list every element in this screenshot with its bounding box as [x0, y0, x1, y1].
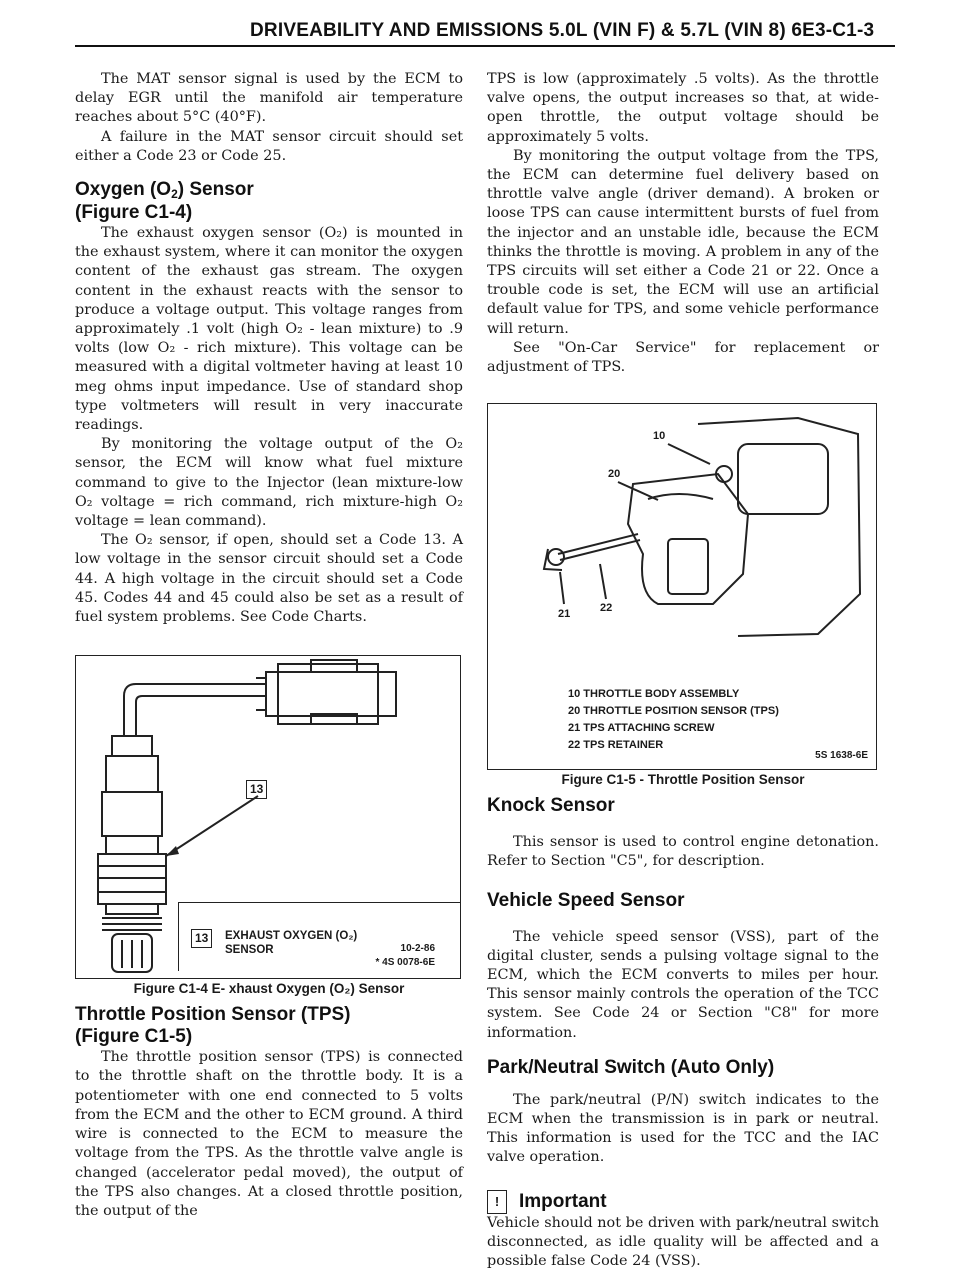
- page-header: DRIVEABILITY AND EMISSIONS 5.0L (VIN F) & 5.7L (VIN 8) 6E3-C1-3: [250, 20, 875, 41]
- park-neutral-heading: Park/Neutral Switch (Auto Only): [487, 1056, 775, 1078]
- figure-code: * 4S 0078-6E: [375, 957, 435, 969]
- tps-paragraph: The throttle position sensor (TPS) is connected to the throttle shaft on the throttle body. It is a potentiometer with one end connected to 5 volts from the ECM and the other to ECM ground. A third wire is connected to the ECM to measure the voltage from the TPS. As the throttle valve angle is changed (accelerator pedal moved), the output of the TPS also changes. At a closed throttle position, the output of the: [75, 1049, 463, 1219]
- callout-13: 13: [246, 780, 267, 799]
- header-rule: [75, 45, 895, 47]
- figure-c1-4: [75, 655, 461, 979]
- legend-label-2: SENSOR: [225, 944, 274, 957]
- left-column: [75, 70, 463, 1221]
- label-10: 10: [653, 430, 666, 443]
- important-notice: [487, 1190, 879, 1214]
- label-21: 21: [558, 608, 571, 621]
- o2-paragraph-2: By monitoring the voltage output of the O₂ sensor, the ECM will know what fuel mixture command to give to the Injector (lean mixture-low O₂ voltage = rich command, rich mixture-high O₂ voltage = lean command).: [75, 436, 463, 530]
- legend-item: 22 TPS RETAINER: [568, 739, 664, 752]
- oxygen-sensor-heading: Oxygen (O2) Sensor: [75, 179, 254, 202]
- tps-legend: [568, 686, 779, 754]
- figure-c1-4-caption: Figure C1-4 E- xhaust Oxygen (O₂) Sensor: [133, 981, 405, 997]
- vss-heading: Vehicle Speed Sensor: [487, 889, 685, 911]
- legend-callout: 13: [191, 929, 212, 948]
- figure-c1-5-caption: Figure C1-5 - Throttle Position Sensor: [561, 772, 805, 788]
- important-heading: Important: [519, 1190, 607, 1212]
- mat-failure-paragraph: A failure in the MAT sensor circuit should set either a Code 23 or Code 25.: [75, 128, 463, 164]
- vss-paragraph: The vehicle speed sensor (VSS), part of the digital cluster, sends a pulsing voltage signal to the ECM, which the ECM converts to miles per hour. This sensor mainly controls the operation of the TCC system. See Code 24 or Section "C8" for more information.: [487, 928, 879, 1041]
- figure-legend: [178, 902, 461, 971]
- legend-item: 20 THROTTLE POSITION SENSOR (TPS): [568, 705, 779, 718]
- important-icon: !: [487, 1190, 507, 1214]
- figure-date: 10-2-86: [400, 943, 435, 955]
- o2-paragraph-1: The exhaust oxygen sensor (O₂) is mounted in the exhaust system, where it can monitor the oxygen content of the exhaust gas stream. The oxygen content in the exhaust reacts with the sensor to produce a voltage output. This voltage ranges from approximately .1 volt (high O₂ - lean mixture) to .9 volts (low O₂ - rich mixture). This voltage can be measured with a digital voltmeter having at least 10 meg ohms input impedance. Use of standard shop type voltmeters will result in very inaccurate readings.: [75, 225, 463, 434]
- o2-paragraph-3: The O₂ sensor, if open, should set a Code 13. A low voltage in the sensor circuit should set a Code 44. A high voltage in the circuit should set a Code 45. Codes 44 and 45 could also be set as a result of fuel system problems. See Code Charts.: [75, 532, 463, 626]
- tps-heading: Throttle Position Sensor (TPS): [75, 1004, 351, 1026]
- legend-item: 10 THROTTLE BODY ASSEMBLY: [568, 688, 740, 701]
- tps-monitoring-paragraph: By monitoring the output voltage from the TPS, the ECM can determine fuel delivery based on throttle valve angle (driver demand). A broken or loose TPS can cause intermittent bursts of fuel from the injector and an unstable idle, because the ECM thinks the throttle is moving. A problem in any of the TPS circuits will set either a Code 21 or 22. Once a trouble code is set, the ECM will use an artificial default value for TPS, and some vehicle performance will return.: [487, 147, 879, 337]
- oxygen-sensor-figure-ref: (Figure C1-4): [75, 202, 193, 224]
- throttle-position-sensor-drawing: [488, 404, 876, 654]
- tps-see-paragraph: See "On-Car Service" for replacement or adjustment of TPS.: [487, 339, 879, 376]
- label-20: 20: [608, 468, 621, 481]
- legend-label-1: EXHAUST OXYGEN (O₂): [225, 930, 358, 943]
- tps-continued-paragraph: TPS is low (approximately .5 volts). As the throttle valve opens, the output increases so that, at wide-open throttle, the output voltage should be approximately 5 volts.: [487, 71, 879, 145]
- knock-sensor-heading: Knock Sensor: [487, 795, 615, 817]
- right-column: [487, 70, 879, 1271]
- important-paragraph: Vehicle should not be driven with park/neutral switch disconnected, as idle quality will be affected and a possible false Code 24 (VSS).: [487, 1214, 879, 1270]
- park-neutral-paragraph: The park/neutral (P/N) switch indicates to the ECM when the transmission is in park or neutral. This information is used for the TCC and the IAC valve operation.: [487, 1091, 879, 1166]
- tps-figure-ref: (Figure C1-5): [75, 1026, 193, 1048]
- figure-code: 5S 1638-6E: [815, 750, 868, 762]
- label-22: 22: [600, 602, 613, 615]
- figure-c1-5: [487, 403, 877, 770]
- mat-paragraph: The MAT sensor signal is used by the ECM to delay EGR until the manifold air temperature reaches about 5°C (40°F).: [75, 71, 463, 126]
- knock-paragraph: This sensor is used to control engine detonation. Refer to Section "C5", for description.: [487, 834, 879, 870]
- legend-item: 21 TPS ATTACHING SCREW: [568, 722, 715, 735]
